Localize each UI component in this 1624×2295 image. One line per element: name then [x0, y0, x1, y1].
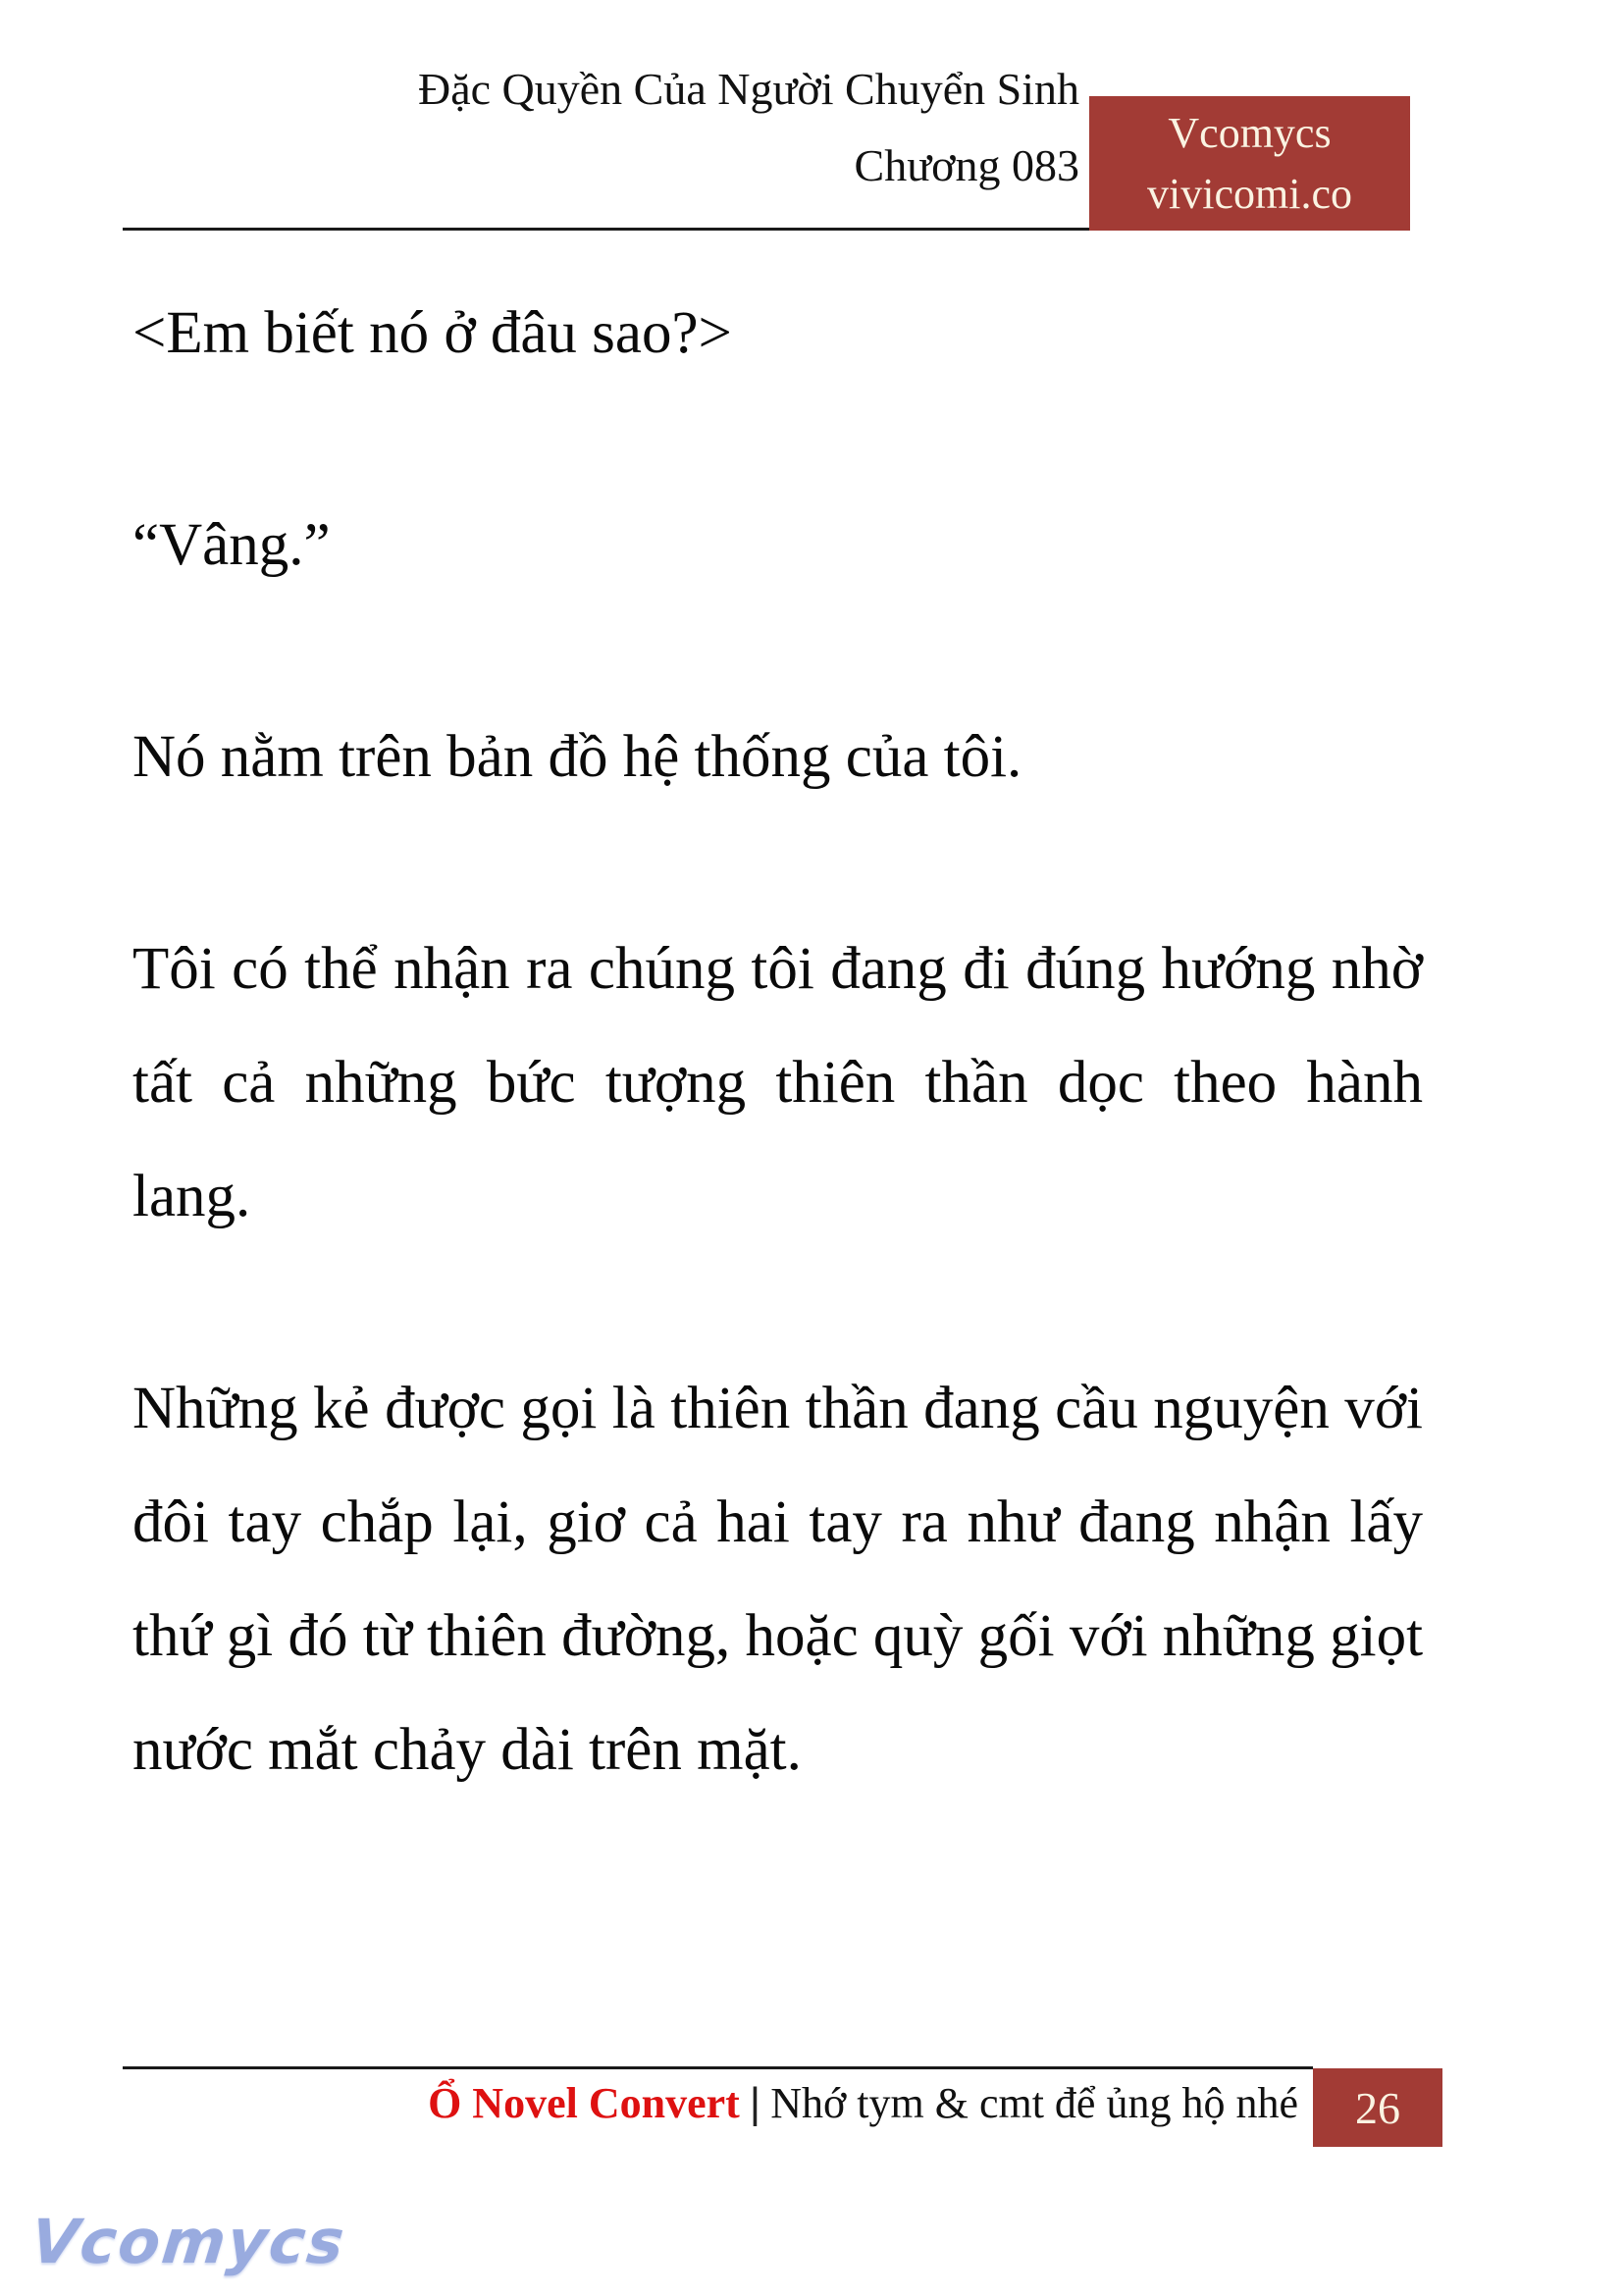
paragraph: Những kẻ được gọi là thiên thần đang cầu nguyện với đôi tay chắp lại, giơ cả hai tay ra như đang nhận lấy thứ gì đó từ thiên đường, hoặc quỳ gối với những giọt nước mắt chảy dài trên mặt.: [132, 1376, 1424, 1783]
brand-name: Vcomycs: [1168, 108, 1332, 157]
footer-divider: [123, 2066, 1313, 2069]
footer-note: Nhớ tym & cmt để ủng hộ nhé: [770, 2079, 1298, 2127]
chapter-number: Chương 083: [854, 140, 1079, 190]
novel-title: Đặc Quyền Của Người Chuyển Sinh: [417, 64, 1079, 114]
vcomycs-logo: Vcomycs: [27, 2206, 349, 2277]
story-text: [132, 277, 1423, 1807]
header-divider: [123, 228, 1089, 231]
paragraph: “Vâng.”: [132, 512, 331, 578]
footer-separator: |: [749, 2079, 761, 2127]
paragraph: <Em biết nó ở đâu sao?>: [132, 300, 732, 366]
brand-site: vivicomi.co: [1147, 169, 1352, 218]
footer-credit: [428, 2078, 1298, 2128]
chapter-header: [418, 51, 1079, 204]
footer-group-name: Ổ Novel Convert: [428, 2079, 740, 2127]
page-number-badge: [1313, 2068, 1442, 2147]
page-number: 26: [1355, 2082, 1400, 2133]
paragraph: Nó nằm trên bản đồ hệ thống của tôi.: [132, 724, 1022, 790]
translator-brand-box: [1089, 96, 1410, 231]
paragraph: Tôi có thể nhận ra chúng tôi đang đi đúng hướng nhờ tất cả những bức tượng thiên thần dọc theo hành lang.: [132, 936, 1423, 1229]
